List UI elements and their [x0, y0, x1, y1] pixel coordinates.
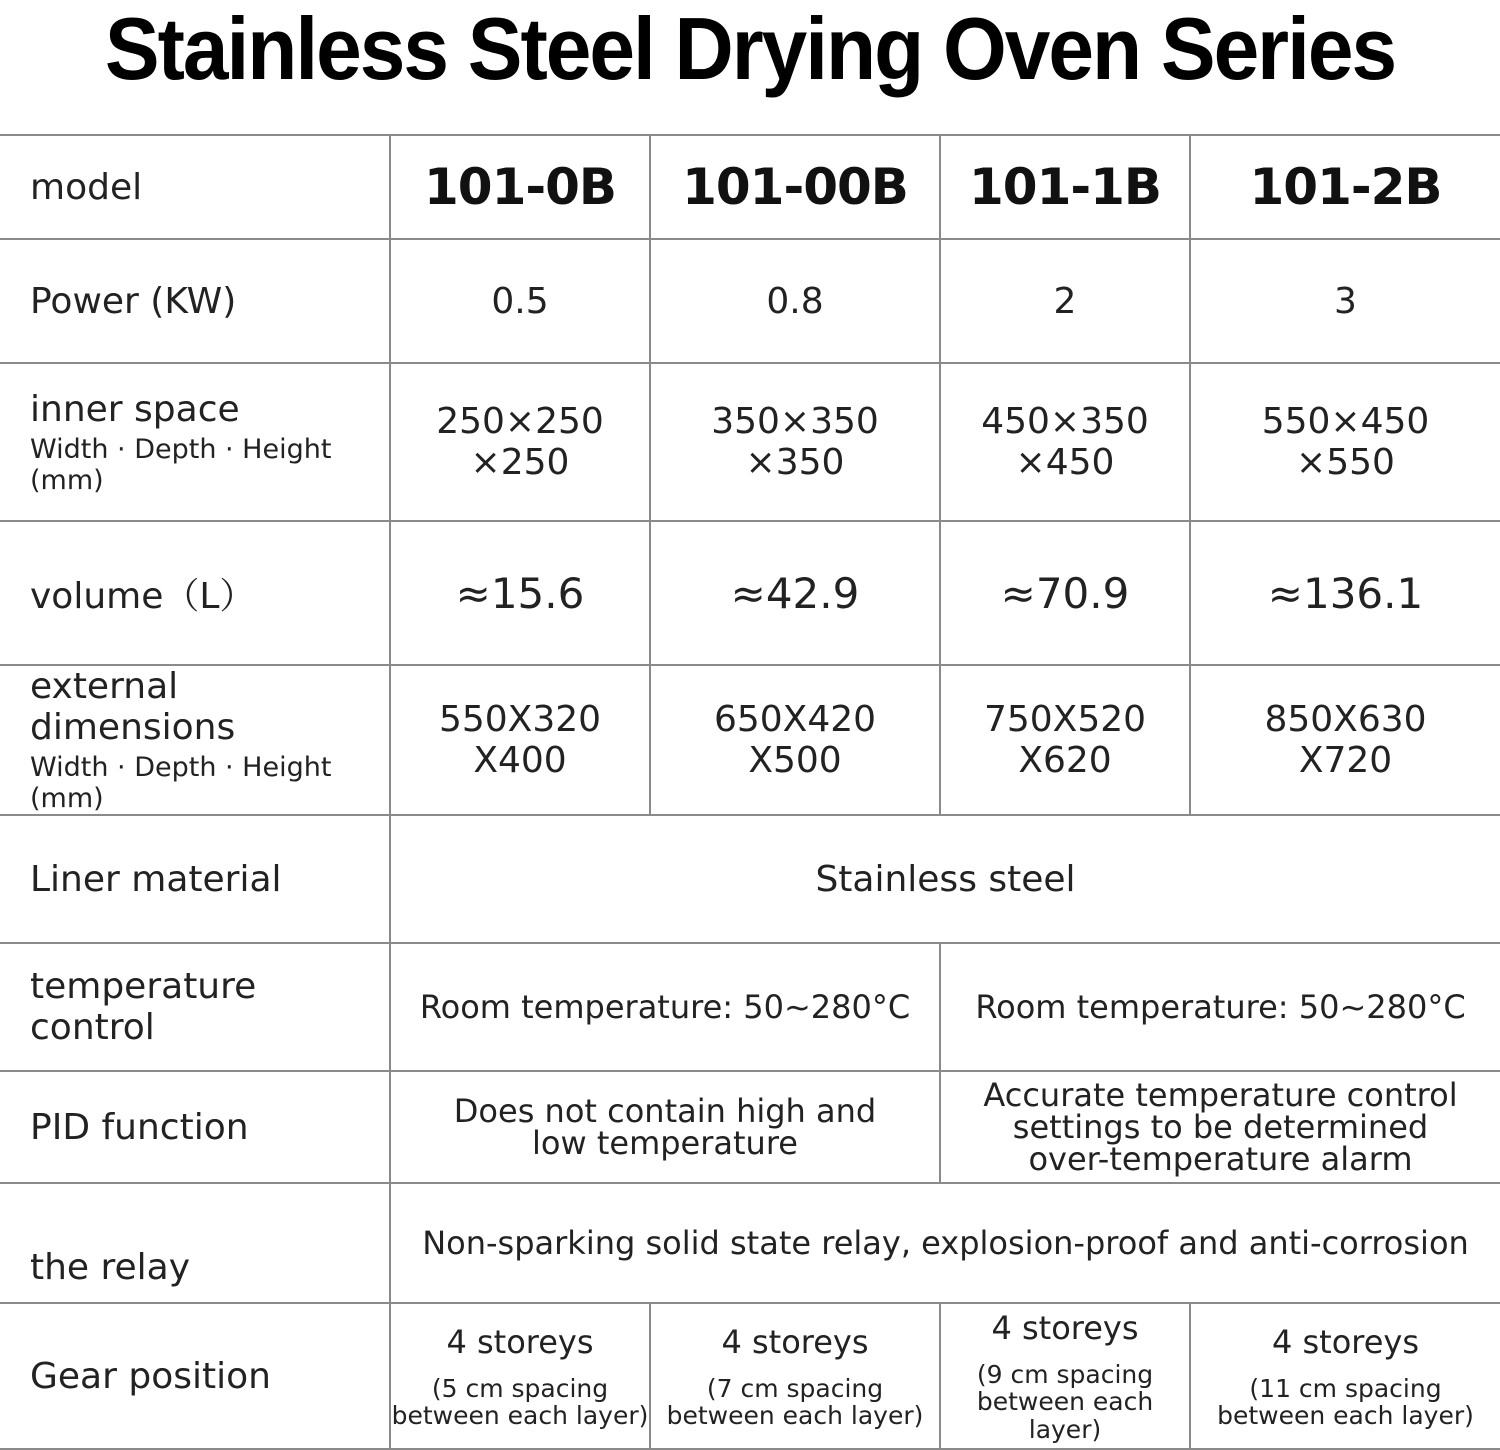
pid-line1: Does not contain high and	[453, 1092, 877, 1130]
row-label-relay: the relay	[0, 1183, 390, 1303]
volume-cell: ≈70.9	[940, 521, 1190, 665]
inner-space-cell	[390, 363, 650, 521]
row-gear-position	[0, 1303, 1500, 1449]
row-inner-space	[0, 363, 1500, 521]
external-dimensions-cell	[940, 665, 1190, 815]
gear-spacing-line1: (7 cm spacing	[706, 1373, 884, 1403]
row-label-external-dimensions	[0, 665, 390, 815]
external-dimensions-line1: 750X520	[983, 699, 1147, 740]
external-dimensions-label: external dimensions	[30, 666, 236, 748]
gear-spacing-line2: between each layer)	[391, 1401, 649, 1430]
row-label-volume: volume（L）	[0, 521, 390, 665]
model-cell: 101-0B	[390, 135, 650, 239]
model-cell: 101-00B	[650, 135, 940, 239]
external-dimensions-sublabel: Width · Depth · Height (mm)	[30, 752, 332, 814]
volume-cell: ≈42.9	[650, 521, 940, 665]
page-title: Stainless Steel Drying Oven Series	[104, 0, 1396, 99]
gear-storeys: 4 storeys	[991, 1308, 1139, 1347]
row-pid-function	[0, 1071, 1500, 1183]
pid-function-cell	[940, 1071, 1500, 1183]
relay-cell: Non-sparking solid state relay, explosion-proof and anti-corrosion	[390, 1183, 1500, 1303]
row-power	[0, 239, 1500, 363]
power-cell: 0.5	[390, 239, 650, 363]
gear-spacing-line1: (5 cm spacing	[431, 1373, 609, 1403]
row-label-inner-space	[0, 363, 390, 521]
temperature-control-cell: Room temperature: 50~280°C	[390, 943, 940, 1071]
gear-storeys: 4 storeys	[721, 1322, 869, 1361]
external-dimensions-cell	[390, 665, 650, 815]
inner-space-line2: ×550	[1296, 442, 1395, 483]
inner-space-cell	[940, 363, 1190, 521]
temperature-control-cell: Room temperature: 50~280°C	[940, 943, 1500, 1071]
gear-spacing-line2: between each layer)	[976, 1387, 1154, 1444]
external-dimensions-line2: X400	[473, 740, 567, 781]
row-model	[0, 135, 1500, 239]
inner-space-line1: 550×450	[1261, 401, 1430, 442]
external-dimensions-cell	[650, 665, 940, 815]
model-cell: 101-1B	[940, 135, 1190, 239]
inner-space-cell	[650, 363, 940, 521]
model-cell: 101-2B	[1190, 135, 1500, 239]
gear-position-cell	[940, 1303, 1190, 1449]
spec-table	[0, 134, 1500, 1450]
row-label-power: Power (KW)	[0, 239, 390, 363]
external-dimensions-line2: X720	[1298, 740, 1393, 781]
gear-position-cell	[650, 1303, 940, 1449]
power-cell: 0.8	[650, 239, 940, 363]
pid-line3: over-temperature alarm	[1028, 1140, 1413, 1178]
external-dimensions-cell	[1190, 665, 1500, 815]
external-dimensions-line1: 850X630	[1264, 699, 1427, 740]
gear-spacing-line2: between each layer)	[1217, 1401, 1474, 1430]
row-liner-material	[0, 815, 1500, 943]
row-temperature-control	[0, 943, 1500, 1071]
inner-space-line1: 450×350	[981, 401, 1149, 442]
inner-space-label: inner space	[30, 388, 240, 430]
gear-storeys: 4 storeys	[446, 1322, 594, 1361]
external-dimensions-line1: 550X320	[438, 699, 602, 740]
pid-line2: settings to be determined	[1012, 1108, 1429, 1146]
inner-space-line2: ×350	[745, 442, 845, 483]
inner-space-line1: 350×350	[711, 401, 879, 442]
row-volume	[0, 521, 1500, 665]
gear-spacing-line1: (9 cm spacing	[976, 1359, 1154, 1389]
gear-position-cell	[1190, 1303, 1500, 1449]
external-dimensions-line2: X500	[748, 740, 842, 781]
external-dimensions-line2: X620	[1018, 740, 1112, 781]
row-label-gear-position: Gear position	[0, 1303, 390, 1449]
inner-space-line1: 250×250	[436, 401, 604, 442]
inner-space-sublabel: Width · Depth · Height (mm)	[30, 433, 332, 496]
row-relay	[0, 1183, 1500, 1303]
gear-spacing-line1: (11 cm spacing	[1249, 1373, 1442, 1403]
gear-position-cell	[390, 1303, 650, 1449]
row-label-liner-material: Liner material	[0, 815, 390, 943]
row-label-pid-function: PID function	[0, 1071, 390, 1183]
row-external-dimensions	[0, 665, 1500, 815]
volume-cell: ≈136.1	[1190, 521, 1500, 665]
external-dimensions-line1: 650X420	[713, 699, 877, 740]
pid-function-cell	[390, 1071, 940, 1183]
inner-space-line2: ×450	[1015, 442, 1115, 483]
row-label-model: model	[0, 135, 390, 239]
inner-space-line2: ×250	[470, 442, 570, 483]
power-cell: 3	[1190, 239, 1500, 363]
inner-space-cell	[1190, 363, 1500, 521]
liner-material-cell: Stainless steel	[390, 815, 1500, 943]
gear-spacing-line2: between each layer)	[666, 1401, 924, 1430]
pid-line2: low temperature	[532, 1124, 798, 1162]
volume-cell: ≈15.6	[390, 521, 650, 665]
pid-line1: Accurate temperature control	[983, 1076, 1458, 1114]
gear-storeys: 4 storeys	[1271, 1322, 1420, 1361]
power-cell: 2	[940, 239, 1190, 363]
row-label-temperature-control: temperature control	[0, 943, 390, 1071]
